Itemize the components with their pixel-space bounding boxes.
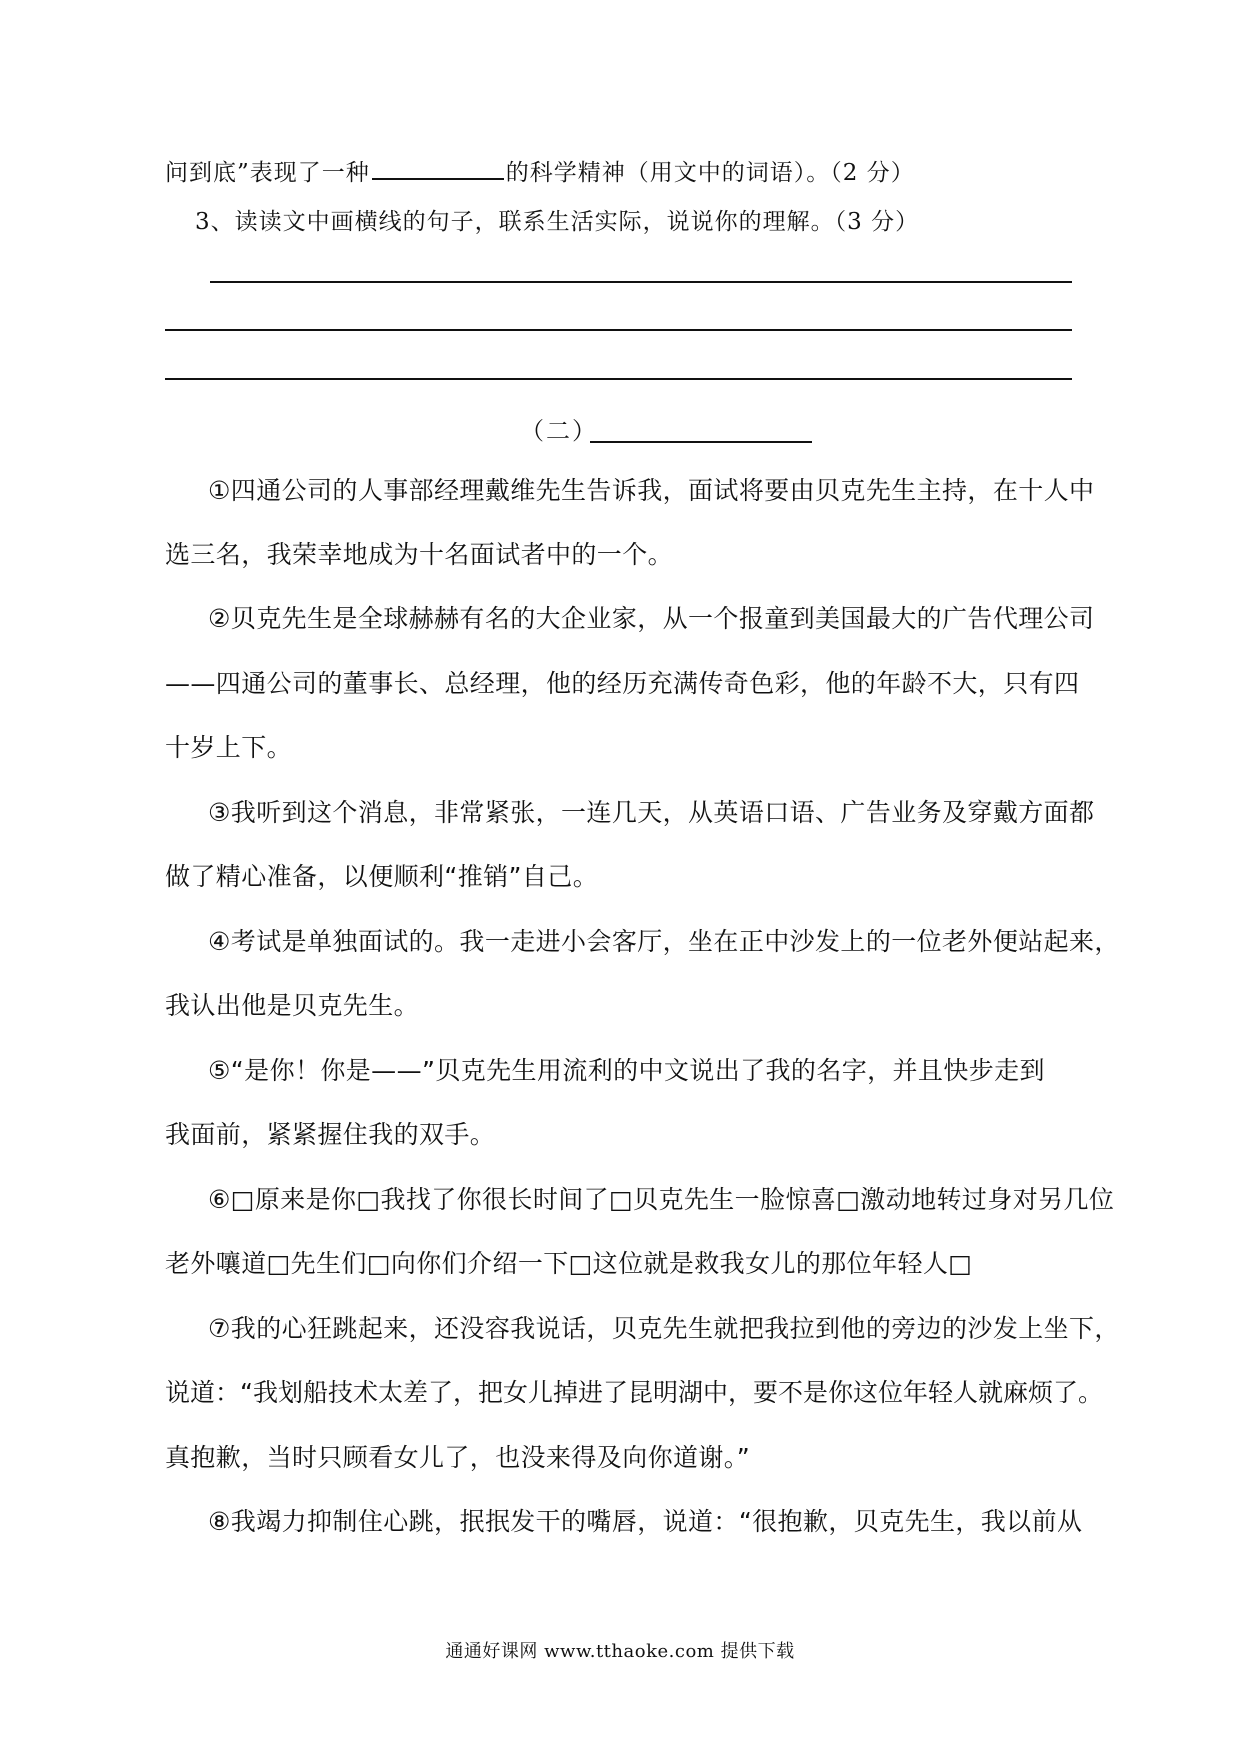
question-3-text: 3、读读文中画横线的句子，联系生活实际，说说你的理解。（3 分） [195,209,920,235]
passage-line: ——四通公司的董事长、总经理，他的经历充满传奇色彩，他的年龄不大，只有四 [165,669,1080,698]
passage-line: 十岁上下。 [165,733,293,762]
section-two-label: （二） [520,417,598,445]
passage-line: 做了精心准备，以便顺利“推销”自己。 [165,862,599,891]
passage-line: ④考试是单独面试的。我一走进小会客厅，坐在正中沙发上的一位老外便站起来， [208,927,1120,956]
passage-line: 真抱歉，当时只顾看女儿了，也没来得及向你道谢。” [165,1443,751,1472]
passage-line: ⑤“是你！你是——”贝克先生用流利的中文说出了我的名字，并且快步走到 [208,1056,1045,1085]
answer-line-1[interactable] [210,281,1072,283]
question-2-answer-blank[interactable] [372,177,504,180]
passage-line: 老外嚷道□先生们□向你们介绍一下□这位就是救我女儿的那位年轻人□ [165,1249,973,1278]
footer-source: 通通好课网 www.tthaoke.com 提供下载 [445,1641,795,1662]
question-2-before-blank: 问到底”表现了一种 [165,160,370,186]
passage-line: ⑦我的心狂跳起来，还没容我说话，贝克先生就把我拉到他的旁边的沙发上坐下， [208,1314,1120,1343]
passage-line: 我认出他是贝克先生。 [165,991,420,1020]
passage-line: ②贝克先生是全球赫赫有名的大企业家，从一个报童到美国最大的广告代理公司 [208,604,1095,633]
question-2-tail [165,156,1085,190]
answer-line-2[interactable] [165,329,1072,331]
passage-line: 说道：“我划船技术太差了，把女儿掉进了昆明湖中，要不是你这位年轻人就麻烦了。 [165,1378,1103,1407]
passage-line: ⑥□原来是你□我找了你很长时间了□贝克先生一脸惊喜□激动地转过身对另几位 [208,1185,1115,1214]
question-2-after-blank: 的科学精神（用文中的词语）。（2 分） [505,160,915,186]
passage-line: 我面前，紧紧握住我的双手。 [165,1120,496,1149]
passage-line: ①四通公司的人事部经理戴维先生告诉我，面试将要由贝克先生主持，在十人中 [208,476,1095,505]
passage-line: ⑧我竭力抑制住心跳，抿抿发干的嘴唇，说道：“很抱歉，贝克先生，我以前从 [208,1507,1083,1536]
passage-line: 选三名，我荣幸地成为十名面试者中的一个。 [165,540,674,569]
passage-line: ③我听到这个消息，非常紧张，一连几天，从英语口语、广告业务及穿戴方面都 [208,798,1095,827]
answer-line-3[interactable] [165,378,1072,380]
section-two-title-blank[interactable] [590,441,812,443]
